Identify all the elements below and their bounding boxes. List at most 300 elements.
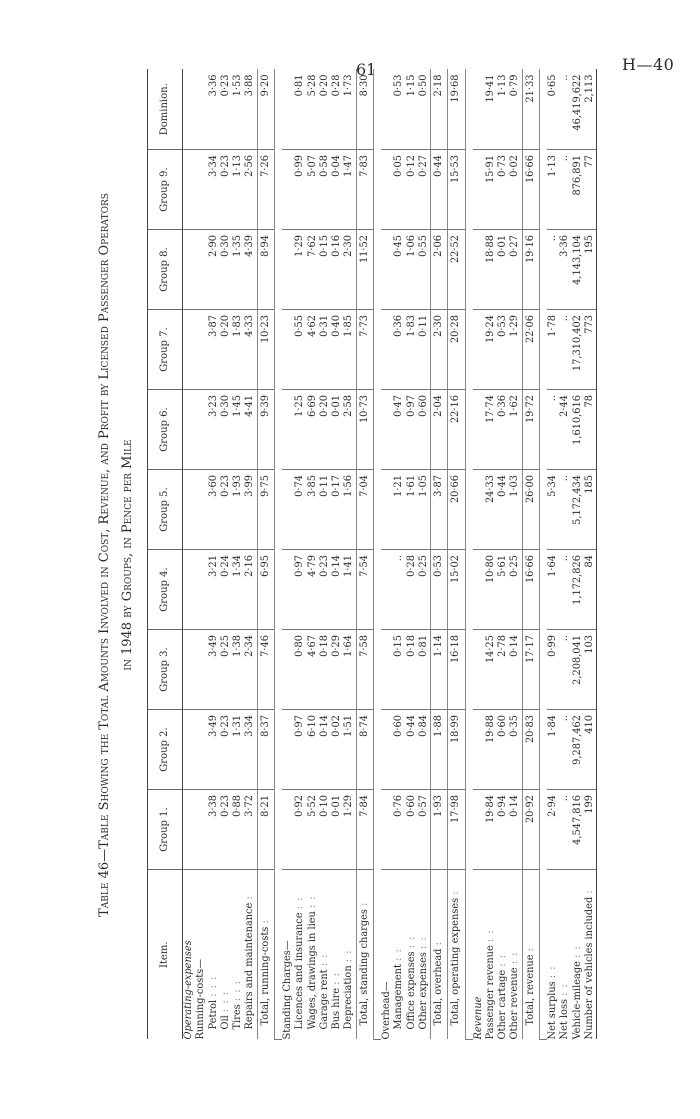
value: 0·25 <box>219 635 231 657</box>
item-label <box>343 875 355 1040</box>
value: 0·44 <box>497 475 509 497</box>
value: 4·62 <box>306 315 318 337</box>
value: .. <box>559 74 571 81</box>
value: 5·34 <box>546 475 558 497</box>
value: 3·60 <box>207 475 219 497</box>
item-label <box>294 875 306 1040</box>
total-value: 2·06 <box>431 230 448 310</box>
total-value: 9·20 <box>257 70 274 150</box>
section-block-row <box>381 70 431 1040</box>
total-value: 3·87 <box>431 470 448 550</box>
value: 1·13 <box>497 74 509 97</box>
value-cell <box>381 470 431 550</box>
value <box>381 795 393 864</box>
value-cell <box>485 230 522 310</box>
value: 3·34 <box>207 155 219 177</box>
value: 0·79 <box>509 74 521 97</box>
value-cell <box>381 550 431 630</box>
value: 0·99 <box>294 155 306 177</box>
value: 77 <box>583 155 595 168</box>
value: .. <box>559 155 571 162</box>
total-value: 9·75 <box>257 470 274 550</box>
value: 0·88 <box>232 795 244 817</box>
value-cell <box>485 710 522 790</box>
leader-dots: : : <box>484 929 496 943</box>
item-label <box>282 875 294 1040</box>
total-value: 1·93 <box>431 790 448 870</box>
value: 0·76 <box>393 795 405 817</box>
value <box>282 235 294 304</box>
leader-dots: : <box>358 901 370 906</box>
value-cell <box>547 710 597 790</box>
value: 4·41 <box>244 395 256 417</box>
value: 0·97 <box>294 715 306 737</box>
value <box>195 795 207 864</box>
section-heading-row <box>183 70 196 1040</box>
value: 3·85 <box>306 475 318 497</box>
empty-cell <box>473 550 485 630</box>
total-value: 20·66 <box>448 470 465 550</box>
value: 0·53 <box>497 315 509 337</box>
total-label: Total, revenue <box>524 954 536 1026</box>
value: 3·23 <box>207 395 219 417</box>
value-cell <box>282 230 356 310</box>
total-value: 17·17 <box>522 630 539 710</box>
section-heading: Operating-expenses <box>183 940 194 1040</box>
value: 0·36 <box>497 395 509 417</box>
value: 2·90 <box>207 235 219 257</box>
value: 0·84 <box>417 715 429 737</box>
value: 1·13 <box>546 155 558 177</box>
value: 410 <box>583 715 595 734</box>
header-row <box>148 70 183 1040</box>
value: 1·29 <box>343 795 355 817</box>
value: 1,172,826 <box>571 555 583 605</box>
leader-dots: : <box>259 919 271 924</box>
value-cell <box>381 230 431 310</box>
value: 0·60 <box>405 795 417 817</box>
item-label-text: Management <box>393 964 405 1030</box>
value <box>195 75 207 145</box>
total-value: 20·83 <box>522 710 539 790</box>
leader-dots: : : <box>571 945 583 958</box>
total-value: 10·23 <box>257 310 274 390</box>
value: 14·25 <box>484 635 496 664</box>
value <box>381 715 393 784</box>
value: 84 <box>583 555 595 568</box>
value: 195 <box>583 235 595 254</box>
value: 0·30 <box>219 395 231 417</box>
item-label <box>572 875 584 1040</box>
value <box>381 315 393 384</box>
value: 6·10 <box>306 715 318 737</box>
item-labels <box>547 870 597 1040</box>
value: 0·81 <box>294 74 306 97</box>
value-cell <box>485 70 522 150</box>
leader-dots: : <box>244 895 256 900</box>
item-label <box>485 875 497 1040</box>
value <box>195 555 207 624</box>
total-label-cell <box>431 870 448 1040</box>
value-cell <box>547 390 597 470</box>
value <box>282 715 294 784</box>
value: 78 <box>583 395 595 408</box>
col-header: Group 6. <box>148 390 183 470</box>
value <box>282 315 294 384</box>
section-heading-row <box>473 70 485 1040</box>
leader-dots: : <box>583 889 595 894</box>
value: 0·80 <box>294 635 306 657</box>
value: 2·16 <box>244 555 256 577</box>
value: 0·92 <box>294 795 306 817</box>
value: 0·73 <box>497 155 509 177</box>
value-cell <box>195 390 257 470</box>
value <box>381 555 393 624</box>
empty-cell <box>183 470 196 550</box>
value: 0·27 <box>417 155 429 177</box>
value <box>195 395 207 464</box>
value-cell <box>381 390 431 470</box>
empty-cell <box>473 710 485 790</box>
value-cell <box>485 790 522 870</box>
value: .. <box>559 555 571 562</box>
value: 10·80 <box>484 555 496 584</box>
value: 1·45 <box>232 395 244 417</box>
item-label-text: Net surplus <box>546 981 558 1040</box>
item-label <box>319 875 331 1040</box>
value: 19·88 <box>484 715 496 744</box>
total-value: 9·39 <box>257 390 274 470</box>
total-value: 16·66 <box>522 150 539 230</box>
value-cell <box>282 550 356 630</box>
value: 2·30 <box>343 235 355 257</box>
value: 0·02 <box>509 155 521 177</box>
item-label-text: Tires <box>232 1004 244 1030</box>
value: 1·34 <box>232 555 244 577</box>
value: 1·41 <box>343 555 355 577</box>
value: 1·15 <box>405 74 417 97</box>
leader-dots: : <box>524 947 536 952</box>
item-label <box>208 875 220 1040</box>
col-header: Dominion. <box>148 70 183 150</box>
value-cell <box>485 150 522 230</box>
value: 3·49 <box>207 635 219 657</box>
value: 0·18 <box>405 635 417 657</box>
value-cell <box>282 310 356 390</box>
total-value: 7·46 <box>257 630 274 710</box>
value: 0·50 <box>417 74 429 97</box>
leader-dots: : : : <box>232 980 244 1002</box>
value: 24·33 <box>484 475 496 504</box>
value-cell <box>282 470 356 550</box>
empty-cell <box>473 470 485 550</box>
value: .. <box>559 475 571 482</box>
value: 0·97 <box>294 555 306 577</box>
total-value: 16·18 <box>448 630 465 710</box>
value: 0·18 <box>318 635 330 657</box>
total-value: 22·16 <box>448 390 465 470</box>
value: 3·36 <box>207 74 219 97</box>
total-value: 7·26 <box>257 150 274 230</box>
value-cell <box>195 790 257 870</box>
item-label <box>220 875 232 1040</box>
total-value: 7·73 <box>356 310 373 390</box>
item-label-text: Wages, drawings in lieu <box>306 911 318 1030</box>
value-cell <box>547 310 597 390</box>
value <box>195 235 207 304</box>
value: 17·74 <box>484 395 496 424</box>
total-label-cell <box>356 870 373 1040</box>
empty-cell <box>183 390 196 470</box>
total-value: 20·92 <box>522 790 539 870</box>
total-value: 2·04 <box>431 390 448 470</box>
col-header: Group 9. <box>148 150 183 230</box>
value: 0·25 <box>509 555 521 577</box>
value: 0·35 <box>509 715 521 737</box>
leader-dots: : <box>433 941 445 946</box>
value: 199 <box>583 795 595 814</box>
value-cell <box>547 150 597 230</box>
section-block-row <box>282 70 356 1040</box>
empty-cell <box>183 710 196 790</box>
item-label-text: Vehicle-mileage <box>571 961 583 1040</box>
col-header: Item. <box>148 870 183 1040</box>
value <box>381 155 393 224</box>
value-cell <box>195 150 257 230</box>
total-value: 21·33 <box>522 70 539 150</box>
value: 0·23 <box>219 795 231 817</box>
value: .. <box>546 395 558 402</box>
leader-dots: : : <box>559 983 571 996</box>
table-title-line-1: Table 46—Table Showing the Total Amounts Involved in Cost, Revenue, and Profit by Licensed Passenger Operators <box>97 193 112 917</box>
item-label <box>244 875 256 1040</box>
item-label <box>497 875 509 1040</box>
table-title-line-2: in 1948 by Groups, in Pence per Mile <box>120 439 135 671</box>
value <box>282 75 294 145</box>
total-label: Total, overhead <box>433 948 445 1026</box>
value: 1·51 <box>343 715 355 737</box>
value-cell <box>547 470 597 550</box>
col-header: Group 7. <box>148 310 183 390</box>
value-cell <box>282 390 356 470</box>
empty-cell <box>473 150 485 230</box>
spacer-row <box>465 70 473 1040</box>
leader-dots: : : <box>306 895 318 909</box>
total-value: 2·30 <box>431 310 448 390</box>
value: 4,143,104 <box>571 235 583 285</box>
value-cell <box>195 230 257 310</box>
value <box>282 795 294 864</box>
item-label-text: Standing Charges— <box>281 940 293 1040</box>
value <box>195 315 207 384</box>
total-value: 19·72 <box>522 390 539 470</box>
total-value: 10·73 <box>356 390 373 470</box>
value <box>381 75 393 145</box>
total-row <box>257 70 274 1040</box>
item-label <box>406 875 418 1040</box>
value: 1·47 <box>343 155 355 177</box>
total-value: 22·06 <box>522 310 539 390</box>
value: 0·23 <box>219 155 231 177</box>
value <box>381 635 393 704</box>
value-cell <box>381 150 431 230</box>
value-cell <box>485 630 522 710</box>
value: 18·88 <box>484 235 496 264</box>
page-reference: H—40 <box>622 55 675 74</box>
value: 1·29 <box>509 315 521 337</box>
value: 1·05 <box>417 475 429 497</box>
leader-dots: : : <box>393 948 405 961</box>
value <box>195 475 207 544</box>
item-label-text: Repairs and maintenance <box>244 902 256 1030</box>
col-header: Group 1. <box>148 790 183 870</box>
item-label-text: Bus hire <box>331 987 343 1030</box>
leader-dots: : : <box>509 951 521 965</box>
value: 1·03 <box>509 475 521 497</box>
value: 0·05 <box>393 155 405 177</box>
value: 3·72 <box>244 795 256 817</box>
empty-cell <box>183 70 196 150</box>
value-cell <box>547 630 597 710</box>
value: 19·41 <box>484 74 496 103</box>
value: 0·27 <box>509 235 521 257</box>
item-label-text: Other revenue <box>509 967 521 1040</box>
value: 0·15 <box>318 235 330 257</box>
item-label <box>232 875 244 1040</box>
total-value: 8·94 <box>257 230 274 310</box>
value-cell <box>195 70 257 150</box>
total-value: 6·95 <box>257 550 274 630</box>
value: 0·16 <box>331 235 343 257</box>
value: 0·04 <box>331 155 343 177</box>
item-label-text: Passenger revenue <box>484 945 496 1040</box>
total-value: 19·68 <box>448 70 465 150</box>
value-cell <box>485 390 522 470</box>
value: 1·83 <box>232 315 244 337</box>
item-label-text: Garage rent <box>318 969 330 1030</box>
leader-dots: : : <box>497 953 509 967</box>
item-label <box>547 875 559 1040</box>
total-value: 22·52 <box>448 230 465 310</box>
leader-dots: : : <box>318 953 330 967</box>
item-label <box>584 875 596 1040</box>
value: 3·88 <box>244 74 256 97</box>
value: 0·60 <box>417 395 429 417</box>
total-value: 1·88 <box>431 710 448 790</box>
value: 5·52 <box>306 795 318 817</box>
total-value: 1·14 <box>431 630 448 710</box>
value-cell <box>195 470 257 550</box>
value: 1·85 <box>343 315 355 337</box>
item-label-text: Depreciation <box>343 965 355 1030</box>
value: 0·28 <box>331 74 343 97</box>
col-header: Group 8. <box>148 230 183 310</box>
value: 3·36 <box>559 235 571 257</box>
value: 5,172,434 <box>571 475 583 525</box>
value: 0·23 <box>219 475 231 497</box>
value-cell <box>547 790 597 870</box>
leader-dots: : : : <box>207 975 219 997</box>
value: 0·58 <box>318 155 330 177</box>
value <box>195 635 207 704</box>
total-value: 8·74 <box>356 710 373 790</box>
value: 0·44 <box>405 715 417 737</box>
value: 1·78 <box>546 315 558 337</box>
total-value: 7·58 <box>356 630 373 710</box>
value: 1·64 <box>343 635 355 657</box>
value: 0·11 <box>417 315 429 337</box>
value: 3·49 <box>207 715 219 737</box>
value: 2·44 <box>559 395 571 417</box>
value: 6·69 <box>306 395 318 417</box>
value: .. <box>559 795 571 802</box>
leader-dots: : : <box>331 972 343 985</box>
empty-cell <box>473 230 485 310</box>
value-cell <box>381 310 431 390</box>
spacer-row <box>539 70 547 1040</box>
empty-cell <box>183 150 196 230</box>
value: 2·78 <box>497 635 509 657</box>
item-label <box>509 875 521 1040</box>
total-value: 17·98 <box>448 790 465 870</box>
item-label <box>393 875 405 1040</box>
value <box>195 715 207 784</box>
empty-cell <box>183 550 196 630</box>
value: 2·94 <box>546 795 558 817</box>
item-labels <box>195 870 257 1040</box>
total-value: 2·18 <box>431 70 448 150</box>
total-label: Total, standing charges <box>358 909 370 1026</box>
total-value: 26·00 <box>522 470 539 550</box>
item-label-text: Overhead— <box>380 981 392 1040</box>
value: 0·02 <box>331 715 343 737</box>
value: 0·81 <box>417 635 429 657</box>
col-header: Group 4. <box>148 550 183 630</box>
total-value: 7·54 <box>356 550 373 630</box>
value: 5·61 <box>497 555 509 577</box>
item-label-text: Other cartage <box>497 969 509 1040</box>
value: 4·67 <box>306 635 318 657</box>
total-value: 16·66 <box>522 550 539 630</box>
value: 1·64 <box>546 555 558 577</box>
item-labels <box>485 870 522 1040</box>
value: 0·36 <box>393 315 405 337</box>
empty-cell <box>473 630 485 710</box>
value: 0·55 <box>294 315 306 337</box>
item-label <box>381 875 393 1040</box>
value: 0·53 <box>393 74 405 97</box>
value: .. <box>559 315 571 322</box>
value: 17,310,402 <box>571 315 583 372</box>
total-value: 15·02 <box>448 550 465 630</box>
total-value: 7·84 <box>356 790 373 870</box>
leader-dots: : : <box>294 896 306 910</box>
total-value: 15·53 <box>448 150 465 230</box>
total-value: 19·16 <box>522 230 539 310</box>
value: 7·62 <box>306 235 318 257</box>
value: 1·61 <box>405 475 417 497</box>
leader-dots: : : <box>417 936 429 949</box>
item-label <box>418 875 430 1040</box>
value: 1·93 <box>232 475 244 497</box>
section-block-row <box>547 70 597 1040</box>
cost-revenue-table <box>147 70 597 1041</box>
value: 9,287,462 <box>571 715 583 765</box>
value: 0·29 <box>331 635 343 657</box>
empty-cell <box>183 790 196 870</box>
total-row <box>431 70 448 1040</box>
value: 0·01 <box>331 395 343 417</box>
